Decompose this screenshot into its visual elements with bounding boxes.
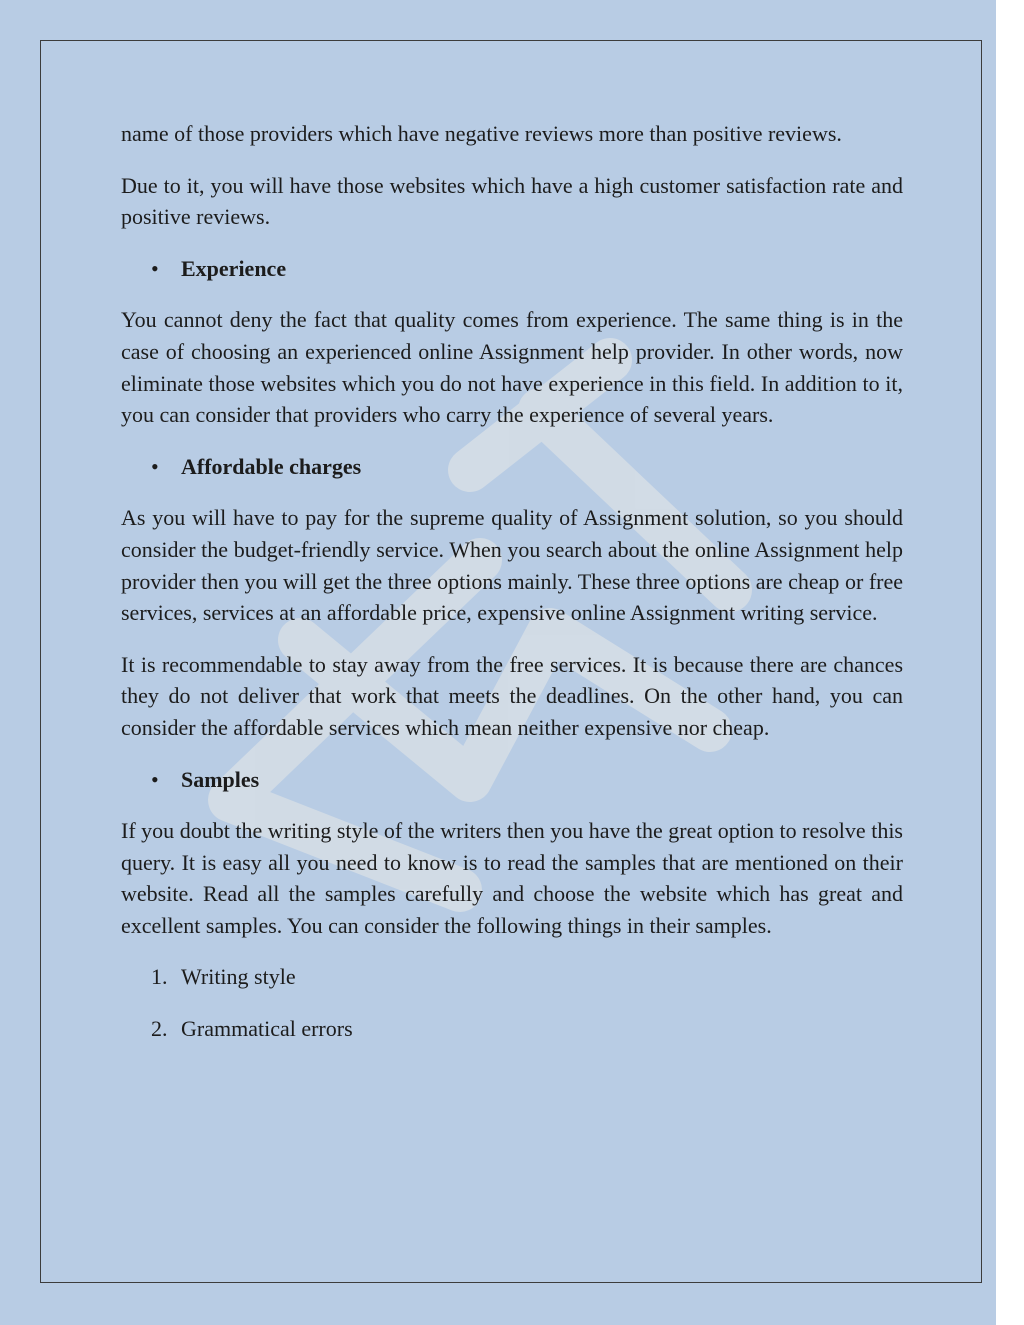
paragraph: Due to it, you will have those websites which have a high customer satisfaction rate and positive reviews. (121, 172, 903, 230)
bullet-icon: • (151, 453, 159, 479)
paragraph: It is recommendable to stay away from the free services. It is because there are chances they do not deliver that work that meets the deadlines. On the other hand, you can consider the affordable services which mean neither expensive nor cheap. (121, 651, 903, 740)
section-heading-experience (121, 253, 903, 285)
list-item-text: Writing style (181, 964, 296, 990)
paragraph: You cannot deny the fact that quality comes from experience. The same thing is in the case of choosing an experienced online Assignment help provider. In other words, now eliminate those websites which you do not have experience in this field. In addition to it, you can consider that providers who carry the experience of several years. (121, 307, 903, 428)
section-heading-affordable-charges (121, 451, 903, 483)
list-number: 1. (151, 964, 168, 990)
heading-label: Experience (181, 255, 287, 281)
paragraph: name of those providers which have negative reviews more than positive reviews. (121, 121, 842, 146)
list-item (121, 961, 903, 993)
list-item-text: Grammatical errors (181, 1016, 353, 1042)
paragraph: As you will have to pay for the supreme quality of Assignment solution, so you should consider the budget-friendly service. When you search about the online Assignment help provider then you will get the three options mainly. These three options are cheap or free services, services at an affordable price, expensive online Assignment writing service. (121, 505, 903, 626)
bullet-icon: • (151, 766, 159, 792)
paragraph: If you doubt the writing style of the writers then you have the great option to resolve this query. It is easy all you need to know is to read the samples that are mentioned on their website. Read all the samples carefully and choose the website which has great and excellent samples. You can consider the following things in their samples. (121, 818, 903, 938)
list-item (121, 1013, 903, 1045)
bullet-icon: • (151, 255, 159, 281)
list-number: 2. (151, 1016, 168, 1042)
section-heading-samples (121, 764, 903, 796)
document-body (121, 118, 903, 1065)
heading-label: Affordable charges (181, 453, 362, 479)
heading-label: Samples (181, 766, 260, 792)
